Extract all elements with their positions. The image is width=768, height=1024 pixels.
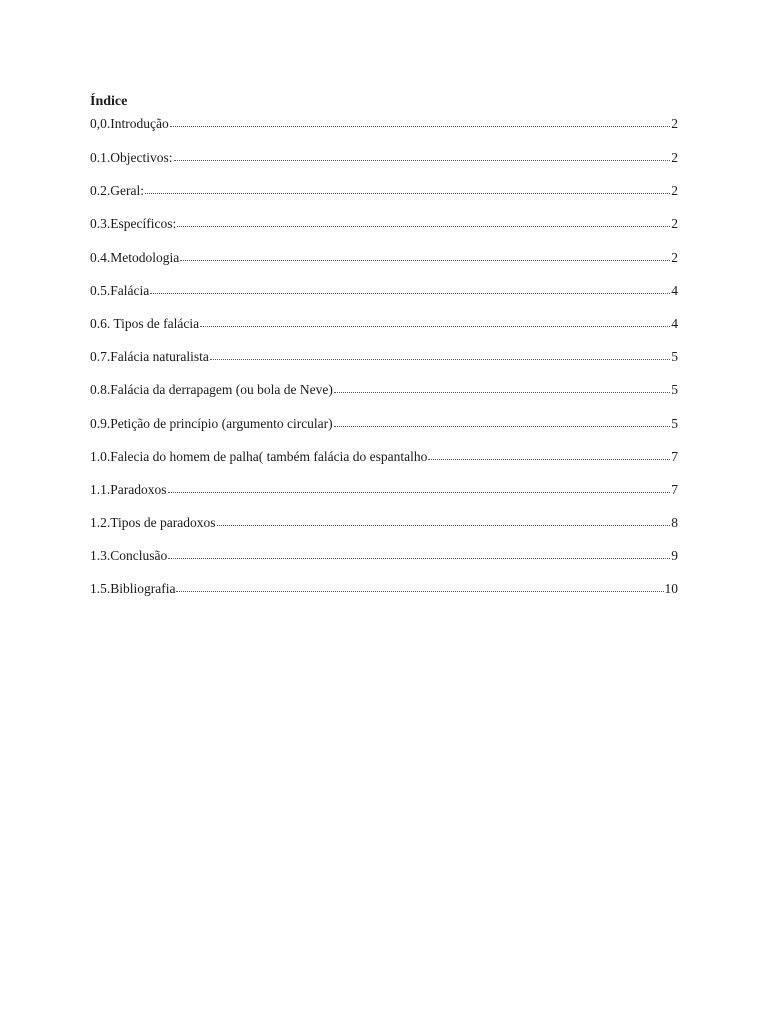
toc-entry-page: 2 xyxy=(671,150,678,165)
toc-entry[interactable] xyxy=(90,380,678,413)
toc-entry-label: 0.7.Falácia naturalista xyxy=(90,349,209,365)
toc-entry-label: 1.3.Conclusão xyxy=(90,548,168,564)
toc-entry-label: 0.2.Geral: xyxy=(90,183,144,199)
toc-entry[interactable] xyxy=(90,214,678,247)
toc-list xyxy=(90,114,678,613)
toc-entry-label: 0,0.Introdução xyxy=(90,116,169,131)
toc-dot-leader xyxy=(168,480,671,494)
toc-entry-page: 5 xyxy=(671,415,678,431)
document-page xyxy=(90,92,678,613)
toc-entry-page: 2 xyxy=(671,249,678,265)
toc-dot-leader xyxy=(177,214,670,228)
toc-entry-label: 0.9.Petição de princípio (argumento circular) xyxy=(90,415,333,431)
toc-dot-leader xyxy=(168,546,670,560)
toc-dot-leader xyxy=(170,114,671,128)
toc-entry-page: 5 xyxy=(671,349,678,365)
toc-entry[interactable] xyxy=(90,480,678,513)
toc-entry[interactable] xyxy=(90,314,678,347)
toc-entry-page: 2 xyxy=(671,116,678,131)
toc-dot-leader xyxy=(217,513,671,527)
toc-entry-page: 4 xyxy=(671,315,678,331)
toc-entry[interactable] xyxy=(90,281,678,314)
toc-entry-page: 4 xyxy=(671,282,678,298)
toc-entry-page: 9 xyxy=(671,548,678,564)
toc-entry-label: 1.1.Paradoxos xyxy=(90,481,167,497)
toc-entry[interactable] xyxy=(90,414,678,447)
toc-entry-page: 2 xyxy=(671,183,678,199)
toc-dot-leader xyxy=(176,579,663,593)
toc-entry-page: 7 xyxy=(671,448,678,464)
toc-entry-page: 7 xyxy=(671,481,678,497)
toc-entry[interactable] xyxy=(90,114,678,148)
toc-dot-leader xyxy=(200,314,670,328)
toc-entry-page: 2 xyxy=(671,216,678,232)
toc-dot-leader xyxy=(334,380,670,394)
toc-dot-leader xyxy=(180,248,670,262)
toc-entry-label: 0.8.Falácia da derrapagem (ou bola de Neve) xyxy=(90,382,333,398)
toc-entry-page: 10 xyxy=(664,581,678,597)
toc-entry[interactable] xyxy=(90,181,678,214)
toc-entry-label: 1.5.Bibliografia xyxy=(90,581,176,597)
toc-dot-leader xyxy=(174,148,671,162)
toc-dot-leader xyxy=(145,181,670,195)
toc-entry[interactable] xyxy=(90,248,678,281)
toc-entry[interactable] xyxy=(90,148,678,181)
toc-entry-page: 8 xyxy=(671,515,678,531)
toc-entry-label: 1.2.Tipos de paradoxos xyxy=(90,515,216,531)
toc-entry[interactable] xyxy=(90,347,678,380)
toc-dot-leader xyxy=(150,281,670,295)
toc-entry-label: 0.1.Objectivos: xyxy=(90,150,173,165)
toc-entry[interactable] xyxy=(90,513,678,546)
toc-entry-label: 0.4.Metodologia xyxy=(90,249,180,265)
toc-entry-page: 5 xyxy=(671,382,678,398)
toc-dot-leader xyxy=(210,347,670,361)
toc-entry[interactable] xyxy=(90,447,678,480)
toc-entry-label: 0.3.Específicos: xyxy=(90,216,177,232)
toc-dot-leader xyxy=(334,414,671,428)
toc-entry-label: 0.6. Tipos de falácia xyxy=(90,315,200,331)
toc-entry[interactable] xyxy=(90,579,678,612)
toc-entry-label: 0.5.Falácia xyxy=(90,282,150,298)
toc-dot-leader xyxy=(428,447,670,461)
toc-title: Índice xyxy=(90,94,128,109)
toc-entry[interactable] xyxy=(90,546,678,579)
toc-entry-label: 1.0.Falecia do homem de palha( também falácia do espantalho xyxy=(90,448,428,464)
